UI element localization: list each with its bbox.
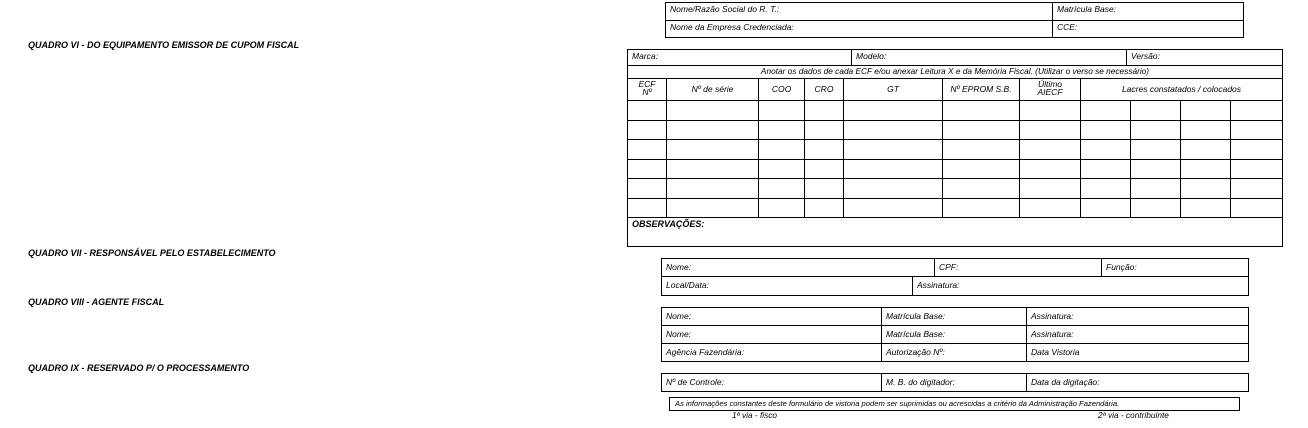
header-ultimo-line2: AIECF	[1037, 87, 1063, 97]
controle-label: Nº de Controle:	[666, 377, 724, 387]
grid-col-line	[666, 101, 667, 218]
ecf-data-grid[interactable]	[628, 101, 1282, 218]
data-vistoria-field[interactable]	[1027, 344, 1248, 361]
nome-razao-field[interactable]	[666, 3, 1053, 21]
grid-col-line	[1019, 101, 1020, 218]
via-fisco: 1ª via - fisco	[732, 410, 778, 420]
modelo-label: Modelo:	[856, 51, 887, 61]
grid-col-line	[942, 101, 943, 218]
versao-field[interactable]	[1127, 50, 1282, 66]
funcao-label: Função:	[1106, 262, 1137, 272]
grid-row-line	[628, 120, 1282, 121]
grid-col-line	[1080, 101, 1081, 218]
grid-col-line	[804, 101, 805, 218]
header-ecf-no	[628, 79, 667, 101]
agente1-matricula-label: Matrícula Base:	[886, 311, 946, 321]
footer-note-box	[669, 397, 1240, 411]
nome-razao-label: Nome/Razão Social do R. T.:	[670, 4, 780, 14]
ecf-instruction: Anotar os dados de cada ECF e/ou anexar Leitura X e da Memória Fiscal. (Utilizar o verso se necessário)	[628, 66, 1282, 79]
agente2-matricula-label: Matrícula Base:	[886, 329, 946, 339]
grid-col-line	[1180, 101, 1181, 218]
controle-field[interactable]	[662, 374, 882, 391]
local-data-label: Local/Data:	[666, 280, 709, 290]
autorizacao-field[interactable]	[882, 344, 1027, 361]
autorizacao-label: Autorização Nº:	[886, 347, 945, 357]
matricula-base-field[interactable]	[1053, 3, 1243, 21]
header-coo: COO	[759, 79, 805, 101]
agente2-assinatura-field[interactable]	[1027, 326, 1248, 344]
agente2-nome-field[interactable]	[662, 326, 882, 344]
observacoes-field[interactable]	[628, 218, 1282, 246]
agente1-assinatura-label: Assinatura:	[1031, 311, 1074, 321]
agente1-nome-label: Nome:	[666, 311, 692, 321]
responsavel-assinatura-field[interactable]	[913, 277, 1248, 295]
marca-field[interactable]	[628, 50, 852, 66]
grid-col-line	[843, 101, 844, 218]
responsavel-nome-label: Nome:	[666, 262, 692, 272]
mb-digitador-field[interactable]	[882, 374, 1027, 391]
header-ultimo-aiecf	[1020, 79, 1081, 101]
agente2-nome-label: Nome:	[666, 329, 692, 339]
grid-row-line	[628, 139, 1282, 140]
header-lacres: Lacres constatados / colocados	[1081, 79, 1282, 101]
grid-col-line	[1230, 101, 1231, 218]
modelo-field[interactable]	[852, 50, 1127, 66]
versao-label: Versão:	[1131, 51, 1160, 61]
agente2-assinatura-label: Assinatura:	[1031, 329, 1074, 339]
agente1-nome-field[interactable]	[662, 308, 882, 326]
header-cro: CRO	[805, 79, 844, 101]
header-ecf-line1: ECF	[638, 79, 656, 89]
header-serie: Nº de série	[667, 79, 759, 101]
header-gt: GT	[844, 79, 943, 101]
header-eprom: Nº EPROM S.B.	[943, 79, 1020, 101]
header-ultimo-line1: Último	[1037, 79, 1063, 89]
cpf-field[interactable]	[935, 259, 1102, 277]
responsavel-nome-field[interactable]	[662, 259, 935, 277]
cce-field[interactable]	[1053, 21, 1243, 37]
mb-digitador-label: M. B. do digitador:	[886, 377, 955, 387]
nome-empresa-label: Nome da Empresa Credenciada:	[670, 22, 794, 32]
responsavel-assinatura-label: Assinatura:	[917, 280, 960, 290]
header-ecf-line2: Nº	[642, 87, 652, 97]
grid-row-line	[628, 159, 1282, 160]
rt-info-box	[665, 2, 1244, 38]
agente1-matricula-field[interactable]	[882, 308, 1027, 326]
data-digitacao-field[interactable]	[1027, 374, 1248, 391]
observacoes-label: OBSERVAÇÕES:	[632, 219, 705, 229]
funcao-field[interactable]	[1102, 259, 1248, 277]
section-title-quadro-vii: QUADRO VII - RESPONSÁVEL PELO ESTABELECIMENTO	[28, 248, 276, 258]
nome-empresa-field[interactable]	[666, 21, 1053, 37]
grid-row-line	[628, 198, 1282, 199]
agencia-fazendaria-label: Agência Fazendária:	[666, 347, 744, 357]
section-title-quadro-vi: QUADRO VI - DO EQUIPAMENTO EMISSOR DE CUPOM FISCAL	[28, 40, 300, 50]
section-title-quadro-ix: QUADRO IX - RESERVADO P/ O PROCESSAMENTO	[28, 363, 250, 373]
matricula-base-label: Matrícula Base:	[1057, 4, 1117, 14]
grid-row-line	[628, 178, 1282, 179]
agente1-assinatura-field[interactable]	[1027, 308, 1248, 326]
grid-col-line	[758, 101, 759, 218]
footer-note: As informações constantes deste formulário de vistoria podem ser suprimidas ou acrescidas a critério da Administração Fazendária.	[675, 399, 1120, 408]
agente2-matricula-field[interactable]	[882, 326, 1027, 344]
marca-label: Marca:	[632, 51, 658, 61]
data-digitacao-label: Data da digitação:	[1031, 377, 1100, 387]
cpf-label: CPF:	[939, 262, 959, 272]
local-data-field[interactable]	[662, 277, 913, 295]
responsavel-box	[661, 258, 1249, 296]
section-title-quadro-viii: QUADRO VIII - AGENTE FISCAL	[28, 297, 165, 307]
grid-col-line	[1130, 101, 1131, 218]
data-vistoria-label: Data Vistoria	[1031, 347, 1080, 357]
agente-fiscal-box	[661, 307, 1249, 362]
cce-label: CCE:	[1057, 22, 1078, 32]
processamento-box	[661, 373, 1249, 392]
via-contribuinte: 2ª via - contribuinte	[1098, 410, 1169, 420]
agencia-fazendaria-field[interactable]	[662, 344, 882, 361]
ecf-equipment-table	[627, 49, 1283, 247]
